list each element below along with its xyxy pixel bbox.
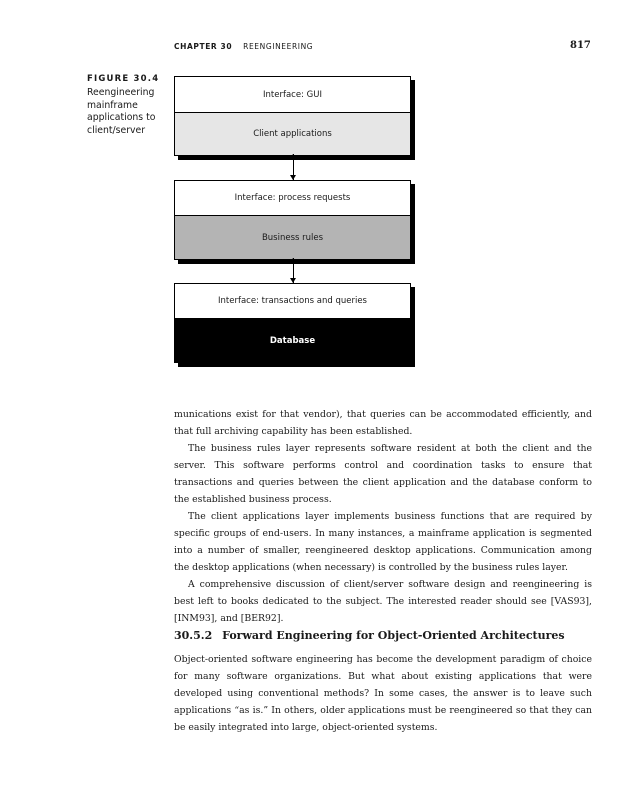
- figure-label: FIGURE 30.4: [87, 74, 160, 84]
- database-layer-box: [174, 283, 411, 363]
- paragraph: The business rules layer represents software resident at both the client and the server. This software performs control and coordination tasks to ensure that transactions and queries between the client application and the database conform to the established business process.: [174, 443, 592, 505]
- running-head: [174, 42, 313, 51]
- business-layer-box: [174, 180, 411, 260]
- section-title: Forward Engineering for Object-Oriented Architectures: [222, 629, 565, 642]
- client-applications-label: Client applications: [175, 112, 410, 155]
- section-body: [174, 651, 592, 736]
- chapter-title: REENGINEERING: [243, 42, 314, 51]
- paragraph: A comprehensive discussion of client/server software design and reengineering is best left to books dedicated to the subject. The interested reader should see [VAS93], [INM93], and [BER92].: [174, 579, 592, 624]
- paragraph: The client applications layer implements business functions that are required by specific groups of end-users. In many instances, a mainframe application is segmented into a number of smaller, reengineered desktop applications. Communication among the desktop applications (when necessary) is controlled by the business rules layer.: [174, 511, 592, 573]
- transactions-interface-label: Interface: transactions and queries: [175, 284, 410, 318]
- gui-interface-label: Interface: GUI: [175, 77, 410, 112]
- chapter-label: CHAPTER 30: [174, 42, 233, 51]
- client-layer-box: [174, 76, 411, 156]
- section-number: 30.5.2: [174, 629, 213, 642]
- paragraph: munications exist for that vendor), that queries can be accommodated efficiently, and that full archiving capability has been established.: [174, 409, 592, 437]
- business-rules-label: Business rules: [175, 215, 410, 259]
- process-requests-interface-label: Interface: process requests: [175, 181, 410, 215]
- page-number: 817: [570, 40, 591, 51]
- database-label: Database: [175, 318, 410, 362]
- double-arrow-icon: [293, 258, 294, 283]
- figure-caption: Reengineering mainframe applications to client/server: [87, 87, 156, 136]
- paragraph: Object-oriented software engineering has become the development paradigm of choice for many software organizations. But what about existing applications that were developed using conventional methods? In some cases, the answer is to leave such applications “as is.” In others, older applications must be reengineered so that they can be easily integrated into large, object-oriented systems.: [174, 654, 592, 733]
- body-text: [174, 406, 592, 627]
- double-arrow-icon: [293, 154, 294, 180]
- section-heading: [174, 629, 565, 642]
